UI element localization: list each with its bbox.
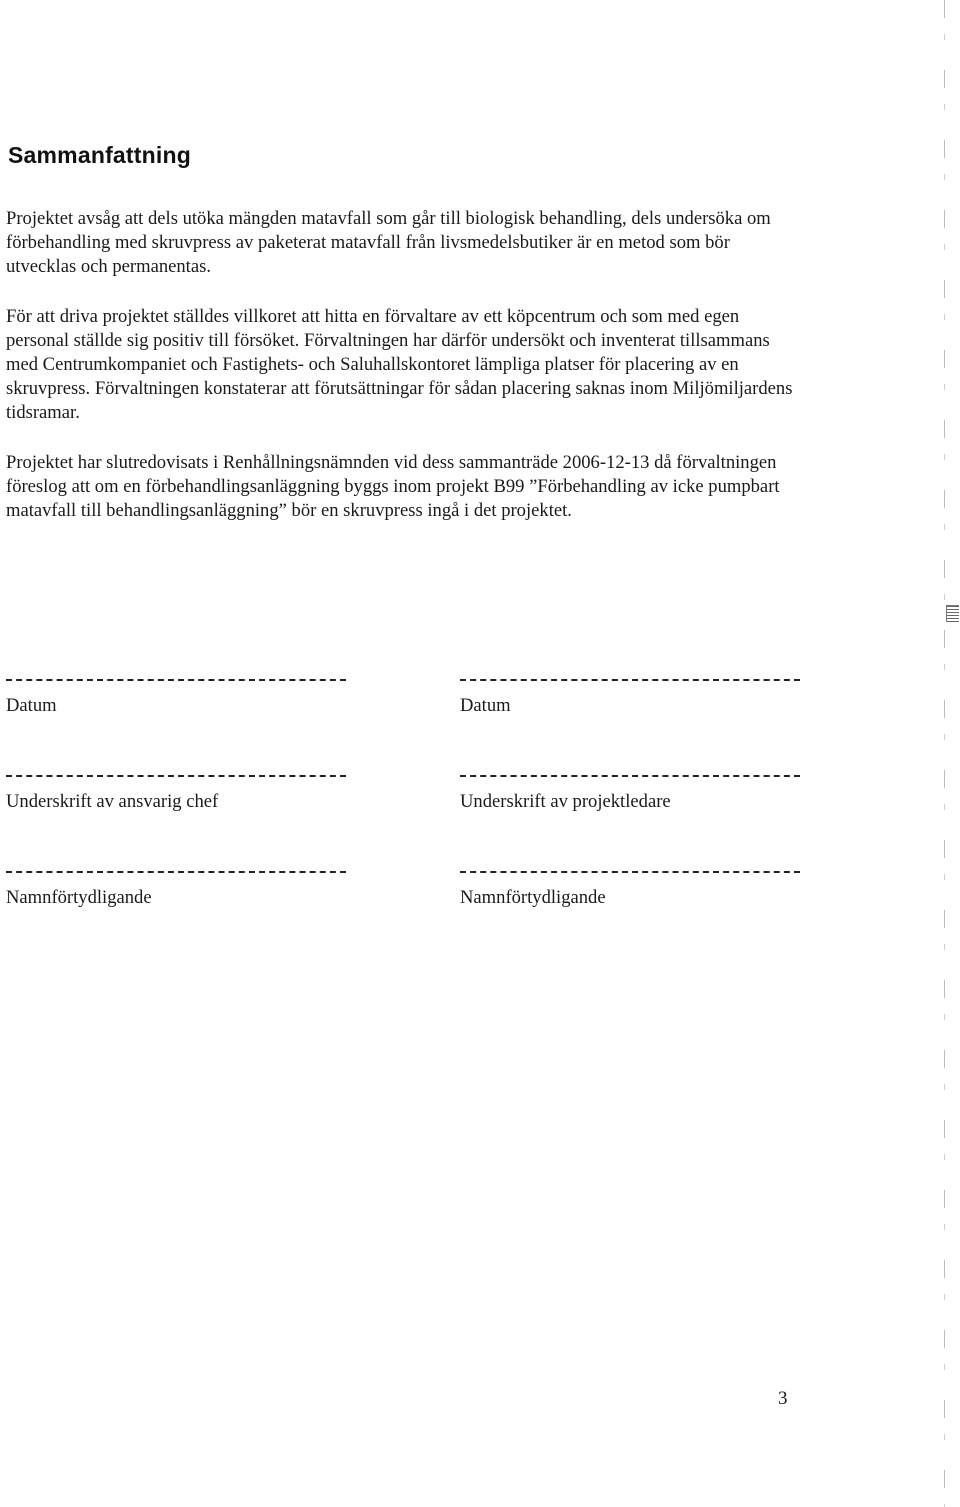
page-number: 3 xyxy=(778,1388,788,1409)
signature-label: Underskrift av ansvarig chef xyxy=(6,791,219,812)
section-heading: Sammanfattning xyxy=(8,142,191,168)
signature-date-left xyxy=(6,679,351,717)
signature-label: Namnförtydligande xyxy=(460,887,606,908)
signature-line xyxy=(6,775,346,777)
signature-project-leader xyxy=(460,775,805,813)
signature-name-right xyxy=(460,871,805,909)
signature-label: Datum xyxy=(6,695,57,716)
scan-mark-artifact xyxy=(946,605,959,622)
signature-line xyxy=(6,679,346,681)
paragraph-purpose: Projektet avsåg att dels utöka mängden matavfall som går till biologisk behandling, dels undersöka om förbehandling med skruvpress av paketerat matavfall från livsmedelsbutiker är en metod som bör utvecklas och permanentas. xyxy=(6,208,771,277)
paragraph-conditions: För att driva projektet ställdes villkoret att hitta en förvaltare av ett köpcentrum och som med egen personal ställde sig positiv till försöket. Förvaltningen har därför undersökt och inventerat tillsammans med Centrumkompaniet och Fastighets- och Saluhallskontoret lämpliga platser för placering av en skruvpress. Förvaltningen konstaterar att förutsättningar för sådan placering saknas inom Miljömiljardens tidsramar. xyxy=(6,306,793,423)
signature-line xyxy=(460,679,800,681)
paragraph-conclusion: Projektet har slutredovisats i Renhållningsnämnden vid dess sammanträde 2006-12-13 då förvaltningen föreslog att om en förbehandlingsanläggning byggs inom projekt B99 ”Förbehandling av icke pumpbart matavfall till behandlingsanläggning” bör en skruvpress ingå i det projektet. xyxy=(6,452,780,521)
signature-line xyxy=(6,871,346,873)
signature-label: Datum xyxy=(460,695,511,716)
signature-name-left xyxy=(6,871,351,909)
signature-line xyxy=(460,775,800,777)
scan-edge-artifact xyxy=(944,0,945,1507)
signature-date-right xyxy=(460,679,805,717)
signature-label: Underskrift av projektledare xyxy=(460,791,671,812)
signature-label: Namnförtydligande xyxy=(6,887,152,908)
signature-chief xyxy=(6,775,351,813)
signature-line xyxy=(460,871,800,873)
